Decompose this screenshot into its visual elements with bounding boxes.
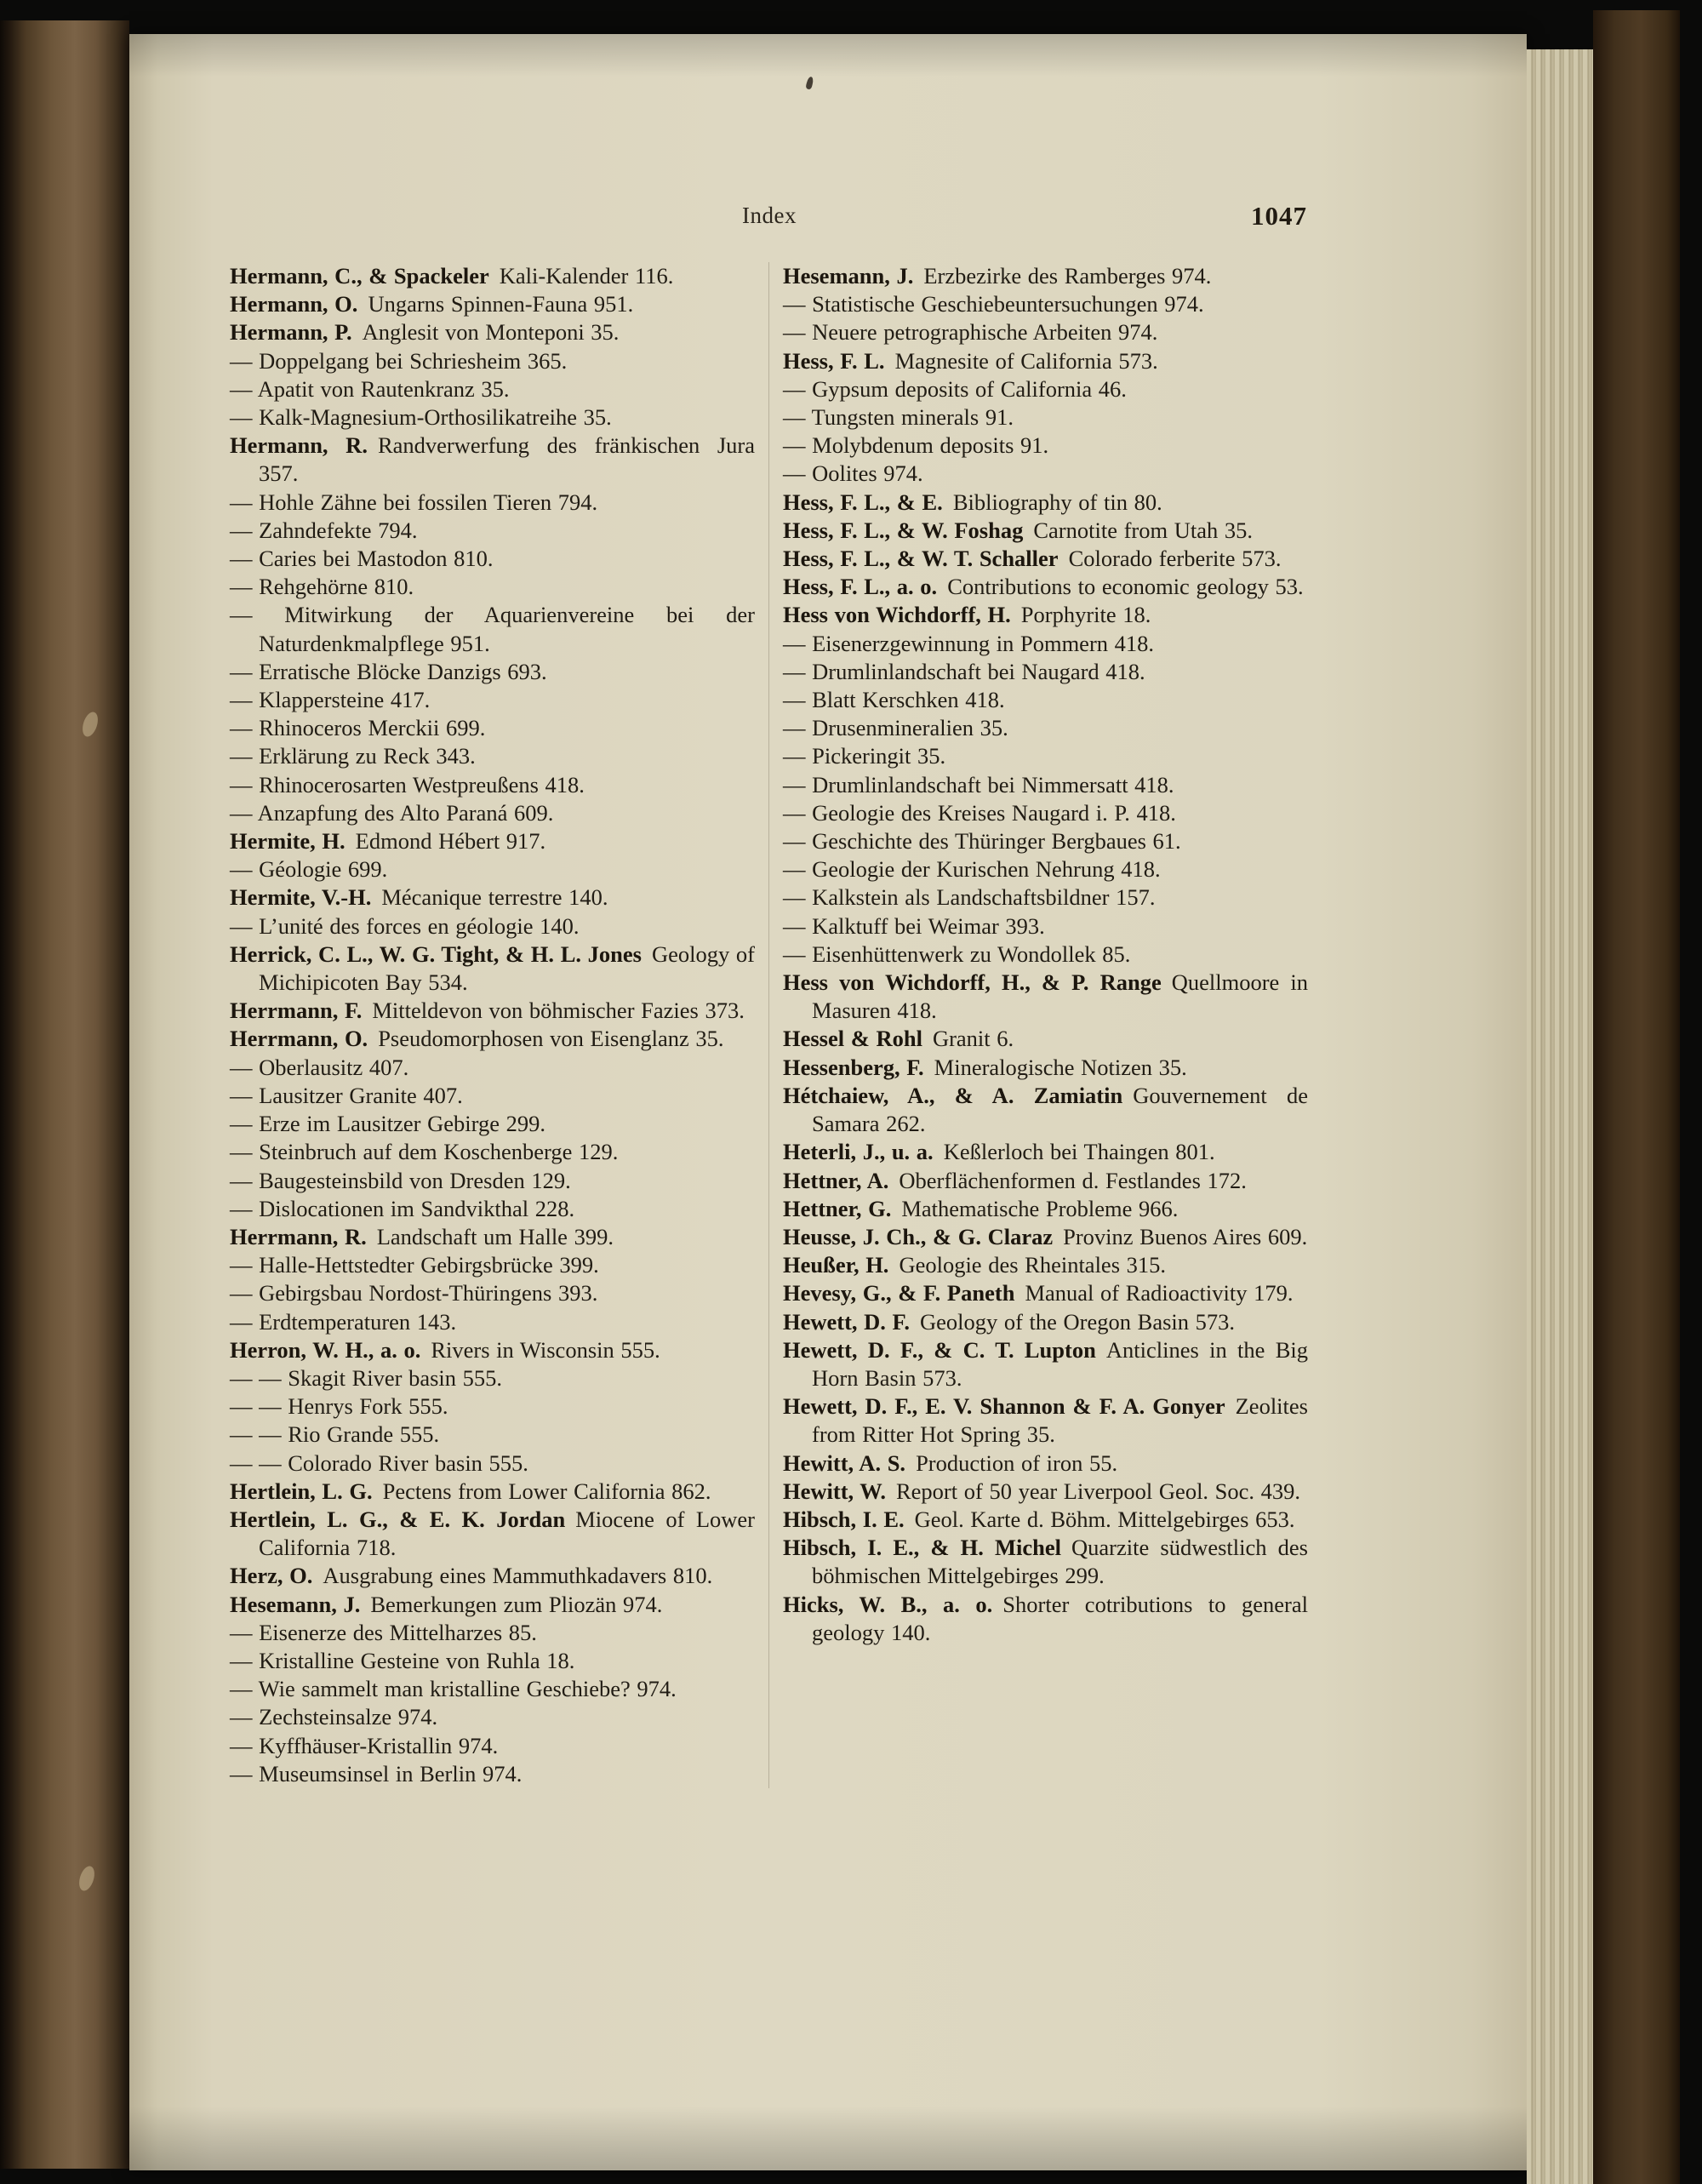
entry-text: — Rhinocerosarten Westpreußens 418. — [230, 771, 585, 798]
entry-text: Production of iron 55. — [916, 1449, 1118, 1476]
entry-author: Hicks, W. B., a. o. — [783, 1591, 993, 1617]
index-entry — [230, 601, 755, 657]
page-header — [230, 203, 1309, 255]
entry-text: — Doppelgang bei Schriesheim 365. — [230, 347, 568, 374]
entry-text: — Erklärung zu Reck 343. — [230, 743, 476, 769]
entry-text: Anglesit von Monteponi 35. — [362, 319, 620, 346]
index-entry — [230, 1392, 755, 1421]
column-divider — [768, 262, 769, 1788]
index-entry — [230, 517, 755, 545]
entry-text: — Kalkstein als Landschaftsbildner 157. — [783, 884, 1156, 911]
index-entry — [783, 1308, 1308, 1336]
entry-text: — Halle-Hettstedter Gebirgsbrücke 399. — [230, 1252, 599, 1278]
entry-author: Hewitt, W. — [783, 1478, 886, 1504]
entry-text: — Steinbruch auf dem Koschenberge 129. — [230, 1139, 619, 1165]
entry-author: Herrick, C. L., W. G. Tight, & H. L. Jones — [230, 940, 642, 967]
entry-text: Pseudomorphosen von Eisenglanz 35. — [378, 1026, 724, 1052]
entry-text: — Kristalline Gesteine von Ruhla 18. — [230, 1647, 575, 1673]
index-entry — [230, 1251, 755, 1279]
entry-text: — Drusenmineralien 35. — [783, 715, 1008, 741]
entry-author: Hettner, A. — [783, 1167, 889, 1193]
index-entry — [783, 1449, 1308, 1478]
entry-text: — Dislocationen im Sandvikthal 228. — [230, 1195, 575, 1221]
entry-text: — Apatit von Rautenkranz 35. — [230, 375, 510, 402]
entry-text: — Geologie des Kreises Naugard i. P. 418. — [783, 799, 1176, 826]
index-entry — [783, 1054, 1308, 1082]
entry-author: Hess, F. L., a. o. — [783, 574, 938, 600]
entry-author: Hibsch, I. E. — [783, 1506, 905, 1532]
index-entry — [783, 601, 1308, 629]
entry-text: Magnesite of California 573. — [894, 347, 1158, 374]
index-entry — [230, 262, 755, 290]
entry-author: Herrmann, R. — [230, 1223, 367, 1249]
entry-text: — Erratische Blöcke Danzigs 693. — [230, 658, 547, 684]
entry-text: — — Henrys Fork 555. — [230, 1393, 448, 1420]
index-entry — [783, 460, 1308, 488]
entry-text: — Kalk-Magnesium-Orthosilikatreihe 35. — [230, 404, 612, 431]
index-entry — [230, 1562, 755, 1590]
entry-author: Hess, F. L., & E. — [783, 489, 943, 515]
index-entry — [230, 432, 755, 488]
entry-text: Bemerkungen zum Pliozän 974. — [370, 1591, 663, 1617]
entry-text: Bibliography of tin 80. — [952, 489, 1162, 515]
entry-author: Hertlein, L. G. — [230, 1478, 373, 1504]
entry-text: — Erdtemperaturen 143. — [230, 1308, 457, 1335]
entry-author: Hettner, G. — [783, 1195, 892, 1221]
index-entry — [783, 1506, 1308, 1534]
index-entry — [230, 290, 755, 318]
entry-text: Miocene of Lower California 718. — [259, 1506, 756, 1561]
index-entry — [230, 997, 755, 1025]
entry-author: Hevesy, G., & F. Paneth — [783, 1280, 1015, 1306]
book-binding — [0, 20, 129, 2169]
entry-author: Hess, F. L., & W. Foshag — [783, 517, 1024, 543]
index-entry — [783, 827, 1308, 855]
index-entry — [783, 318, 1308, 346]
entry-text: — Kyffhäuser-Kristallin 974. — [230, 1732, 499, 1758]
entry-author: Hertlein, L. G., & E. K. Jordan — [230, 1506, 566, 1532]
entry-text: Oberflächenformen d. Festlandes 172. — [899, 1167, 1247, 1193]
index-entry — [783, 545, 1308, 573]
index-entry — [230, 1054, 755, 1082]
entry-text: Mécanique terrestre 140. — [381, 884, 608, 911]
index-entry — [783, 771, 1308, 799]
index-entry — [783, 1223, 1308, 1251]
entry-text: — Eisenhüttenwerk zu Wondollek 85. — [783, 940, 1131, 967]
entry-text: — Geschichte des Thüringer Bergbaues 61. — [783, 828, 1181, 855]
entry-text: — Anzapfung des Alto Paraná 609. — [230, 799, 554, 826]
index-entry — [230, 742, 755, 770]
entry-author: Hesemann, J. — [783, 263, 914, 289]
entry-text: — Blatt Kerschken 418. — [783, 687, 1005, 713]
binding-stitch-mark — [80, 710, 100, 738]
index-entry — [230, 855, 755, 883]
index-entry — [783, 1478, 1308, 1506]
index-entry — [783, 573, 1308, 601]
index-entry — [230, 1025, 755, 1053]
entry-text: Granit 6. — [932, 1026, 1014, 1052]
index-column-right — [783, 262, 1308, 1788]
index-entry — [230, 912, 755, 940]
entry-text: Edmond Hébert 917. — [355, 828, 546, 855]
entry-author: Herrmann, F. — [230, 998, 363, 1024]
index-entry — [230, 1167, 755, 1195]
entry-author: Hewitt, A. S. — [783, 1449, 906, 1476]
entry-author: Hessel & Rohl — [783, 1026, 922, 1052]
entry-text: — Statistische Geschiebeuntersuchungen 974. — [783, 291, 1204, 317]
index-entry — [783, 1025, 1308, 1053]
index-entry — [230, 1703, 755, 1731]
entry-author: Heusse, J. Ch., & G. Claraz — [783, 1223, 1054, 1249]
page-number: 1047 — [1251, 201, 1307, 231]
index-entry — [783, 1167, 1308, 1195]
index-entry — [783, 1534, 1308, 1590]
index-entry — [230, 1223, 755, 1251]
entry-author: Heterli, J., u. a. — [783, 1139, 934, 1165]
entry-author: Hermann, C., & Spackeler — [230, 263, 489, 289]
entry-text: Randverwerfung des fränkischen Jura 357. — [259, 432, 755, 487]
entry-author: Hess, F. L. — [783, 347, 885, 374]
entry-text: — Tungsten minerals 91. — [783, 404, 1014, 431]
entry-text: Mineralogische Notizen 35. — [934, 1054, 1187, 1080]
entry-text: Report of 50 year Liverpool Geol. Soc. 439. — [896, 1478, 1301, 1504]
entry-text: Quellmoore in Masuren 418. — [812, 969, 1309, 1024]
entry-text: Ausgrabung eines Mammuthkadavers 810. — [323, 1563, 713, 1589]
index-entry — [230, 883, 755, 912]
entry-text: — Wie sammelt man kristalline Geschiebe? 974. — [230, 1676, 677, 1702]
entry-text: — Rhinoceros Merckii 699. — [230, 715, 486, 741]
index-entry — [230, 403, 755, 432]
entry-author: Herz, O. — [230, 1563, 313, 1589]
index-entry — [783, 489, 1308, 517]
index-entry — [230, 1195, 755, 1223]
index-entry — [230, 1647, 755, 1675]
entry-text: — Baugesteinsbild von Dresden 129. — [230, 1167, 571, 1193]
index-entry — [230, 1760, 755, 1788]
entry-text: — Eisenerzgewinnung in Pommern 418. — [783, 630, 1155, 656]
index-entry — [783, 969, 1308, 1025]
entry-text: — Oolites 974. — [783, 460, 923, 487]
entry-text: — Gypsum deposits of California 46. — [783, 375, 1127, 402]
entry-text: Rivers in Wisconsin 555. — [431, 1336, 660, 1363]
index-entry — [783, 714, 1308, 742]
index-entry — [230, 714, 755, 742]
index-entry — [230, 1478, 755, 1506]
index-entry — [230, 1619, 755, 1647]
entry-author: Hess von Wichdorff, H., & P. Range — [783, 969, 1162, 996]
index-entry — [230, 1449, 755, 1478]
index-entry — [230, 573, 755, 601]
index-entry — [783, 347, 1308, 375]
entry-text: — Drumlinlandschaft bei Naugard 418. — [783, 658, 1145, 684]
entry-author: Hermann, P. — [230, 319, 352, 346]
entry-author: Hewett, D. F. — [783, 1308, 910, 1335]
index-entry — [230, 1506, 755, 1562]
entry-text: — L’unité des forces en géologie 140. — [230, 912, 580, 939]
entry-author: Heußer, H. — [783, 1252, 889, 1278]
entry-text: Provinz Buenos Aires 609. — [1063, 1223, 1308, 1249]
entry-author: Hess, F. L., & W. T. Schaller — [783, 546, 1059, 572]
entry-text: — — Colorado River basin 555. — [230, 1449, 528, 1476]
index-entry — [783, 1138, 1308, 1166]
entry-text: — Géologie 699. — [230, 856, 388, 883]
index-entry — [230, 1279, 755, 1307]
index-entry — [783, 517, 1308, 545]
index-entry — [783, 1082, 1308, 1138]
index-entry — [783, 1251, 1308, 1279]
index-entry — [783, 742, 1308, 770]
index-entry — [230, 1675, 755, 1703]
index-entry — [783, 1591, 1308, 1647]
entry-text: Geology of Michipicoten Bay 534. — [259, 940, 756, 996]
entry-text: Mitteldevon von böhmischer Fazies 373. — [372, 998, 745, 1024]
index-entry — [783, 883, 1308, 912]
entry-text: Anticlines in the Big Horn Basin 573. — [812, 1336, 1308, 1391]
entry-text: — Erze im Lausitzer Gebirge 299. — [230, 1111, 545, 1137]
book-page — [129, 34, 1527, 2170]
entry-text: Kali-Kalender 116. — [499, 263, 674, 289]
index-entry — [230, 1308, 755, 1336]
index-entry — [230, 1421, 755, 1449]
entry-text: — Eisenerze des Mittelharzes 85. — [230, 1619, 537, 1645]
entry-text: — Hohle Zähne bei fossilen Tieren 794. — [230, 489, 598, 515]
entry-text: — Molybdenum deposits 91. — [783, 432, 1049, 459]
entry-text: — Mitwirkung der Aquarienvereine bei der Naturdenkmalpflege 951. — [230, 602, 755, 656]
entry-text: — Zechsteinsalze 974. — [230, 1704, 438, 1730]
entry-text: — — Rio Grande 555. — [230, 1421, 440, 1448]
entry-text: Mathematische Probleme 966. — [901, 1195, 1179, 1221]
entry-author: Herron, W. H., a. o. — [230, 1336, 421, 1363]
index-entry — [230, 1732, 755, 1760]
entry-text: Geologie des Rheintales 315. — [899, 1252, 1167, 1278]
page-edges — [1527, 49, 1593, 2184]
entry-author: Hermann, O. — [230, 291, 358, 317]
entry-text: Contributions to economic geology 53. — [947, 574, 1304, 600]
index-entry — [783, 290, 1308, 318]
index-entry — [230, 1110, 755, 1138]
entry-text: — Geologie der Kurischen Nehrung 418. — [783, 856, 1161, 883]
index-entry — [230, 799, 755, 827]
entry-text: Geol. Karte d. Böhm. Mittelgebirges 653. — [914, 1506, 1295, 1532]
entry-text: — Kalktuff bei Weimar 393. — [783, 912, 1045, 939]
entry-text: — Caries bei Mastodon 810. — [230, 546, 494, 572]
entry-text: — Lausitzer Granite 407. — [230, 1082, 463, 1108]
index-entry — [783, 262, 1308, 290]
entry-author: Hermite, V.-H. — [230, 884, 372, 911]
entry-text: — Gebirgsbau Nordost-Thüringens 393. — [230, 1280, 598, 1306]
index-entry — [783, 855, 1308, 883]
index-columns — [230, 262, 1309, 1788]
entry-author: Hewett, D. F., E. V. Shannon & F. A. Gonyer — [783, 1393, 1225, 1420]
entry-text: Keßlerloch bei Thaingen 801. — [943, 1139, 1215, 1165]
index-entry — [783, 375, 1308, 403]
entry-text: Carnotite from Utah 35. — [1033, 517, 1253, 543]
entry-text: — — Skagit River basin 555. — [230, 1364, 503, 1391]
binding-stitch-mark — [77, 1864, 97, 1892]
entry-text: Gouvernement de Samara 262. — [812, 1082, 1308, 1137]
index-entry — [783, 1336, 1308, 1392]
index-entry — [230, 1082, 755, 1110]
entry-text: Porphyrite 18. — [1020, 602, 1151, 628]
index-entry — [783, 1195, 1308, 1223]
entry-author: Hermann, R. — [230, 432, 368, 459]
index-entry — [783, 432, 1308, 460]
index-entry — [783, 912, 1308, 940]
entry-text: Zeolites from Ritter Hot Spring 35. — [812, 1393, 1308, 1448]
entry-text: Landschaft um Halle 399. — [376, 1223, 614, 1249]
index-entry — [783, 1279, 1308, 1307]
index-entry — [230, 1138, 755, 1166]
index-entry — [783, 403, 1308, 432]
index-entry — [230, 375, 755, 403]
index-entry — [230, 686, 755, 714]
entry-text: Manual of Radioactivity 179. — [1025, 1280, 1294, 1306]
entry-author: Herrmann, O. — [230, 1026, 368, 1052]
entry-text: Pectens from Lower California 862. — [382, 1478, 711, 1504]
entry-author: Hibsch, I. E., & H. Michel — [783, 1535, 1062, 1561]
entry-text: — Oberlausitz 407. — [230, 1054, 409, 1080]
index-entry — [783, 630, 1308, 658]
entry-text: — Drumlinlandschaft bei Nimmersatt 418. — [783, 771, 1174, 798]
index-entry — [230, 771, 755, 799]
index-entry — [230, 318, 755, 346]
entry-author: Hessenberg, F. — [783, 1054, 924, 1080]
index-entry — [230, 1336, 755, 1364]
entry-text: — Zahndefekte 794. — [230, 517, 418, 543]
index-column-left — [230, 262, 755, 1788]
entry-text: Geology of the Oregon Basin 573. — [919, 1308, 1236, 1335]
book-cover — [1593, 10, 1680, 2184]
index-entry — [230, 940, 755, 997]
index-entry — [783, 799, 1308, 827]
entry-text: — Museumsinsel in Berlin 974. — [230, 1760, 523, 1787]
entry-author: Hewett, D. F., & C. T. Lupton — [783, 1336, 1096, 1363]
index-entry — [230, 827, 755, 855]
entry-text: Quarzite südwestlich des böhmischen Mittelgebirges 299. — [812, 1535, 1308, 1589]
index-entry — [230, 489, 755, 517]
index-entry — [230, 347, 755, 375]
page-header-title: Index — [742, 203, 797, 228]
index-entry — [783, 940, 1308, 969]
entry-author: Hermite, H. — [230, 828, 346, 855]
index-entry — [230, 658, 755, 686]
index-entry — [783, 1392, 1308, 1449]
entry-text: — Neuere petrographische Arbeiten 974. — [783, 319, 1158, 346]
entry-author: Hesemann, J. — [230, 1591, 361, 1617]
index-entry — [783, 658, 1308, 686]
entry-text: Shorter cotributions to general geology 140. — [812, 1591, 1308, 1645]
index-entry — [230, 1591, 755, 1619]
entry-text: — Rehgehörne 810. — [230, 574, 414, 600]
index-entry — [230, 1364, 755, 1392]
page-text-block — [230, 203, 1309, 1788]
entry-text: Colorado ferberite 573. — [1068, 546, 1282, 572]
entry-text: — Klappersteine 417. — [230, 687, 431, 713]
index-entry — [230, 545, 755, 573]
entry-text: — Pickeringit 35. — [783, 743, 946, 769]
entry-text: Erzbezirke des Ramberges 974. — [923, 263, 1212, 289]
entry-author: Hess von Wichdorff, H. — [783, 602, 1011, 628]
entry-text: Ungarns Spinnen-Fauna 951. — [368, 291, 634, 317]
entry-author: Hétchaiew, A., & A. Zamiatin — [783, 1082, 1123, 1108]
index-entry — [783, 686, 1308, 714]
